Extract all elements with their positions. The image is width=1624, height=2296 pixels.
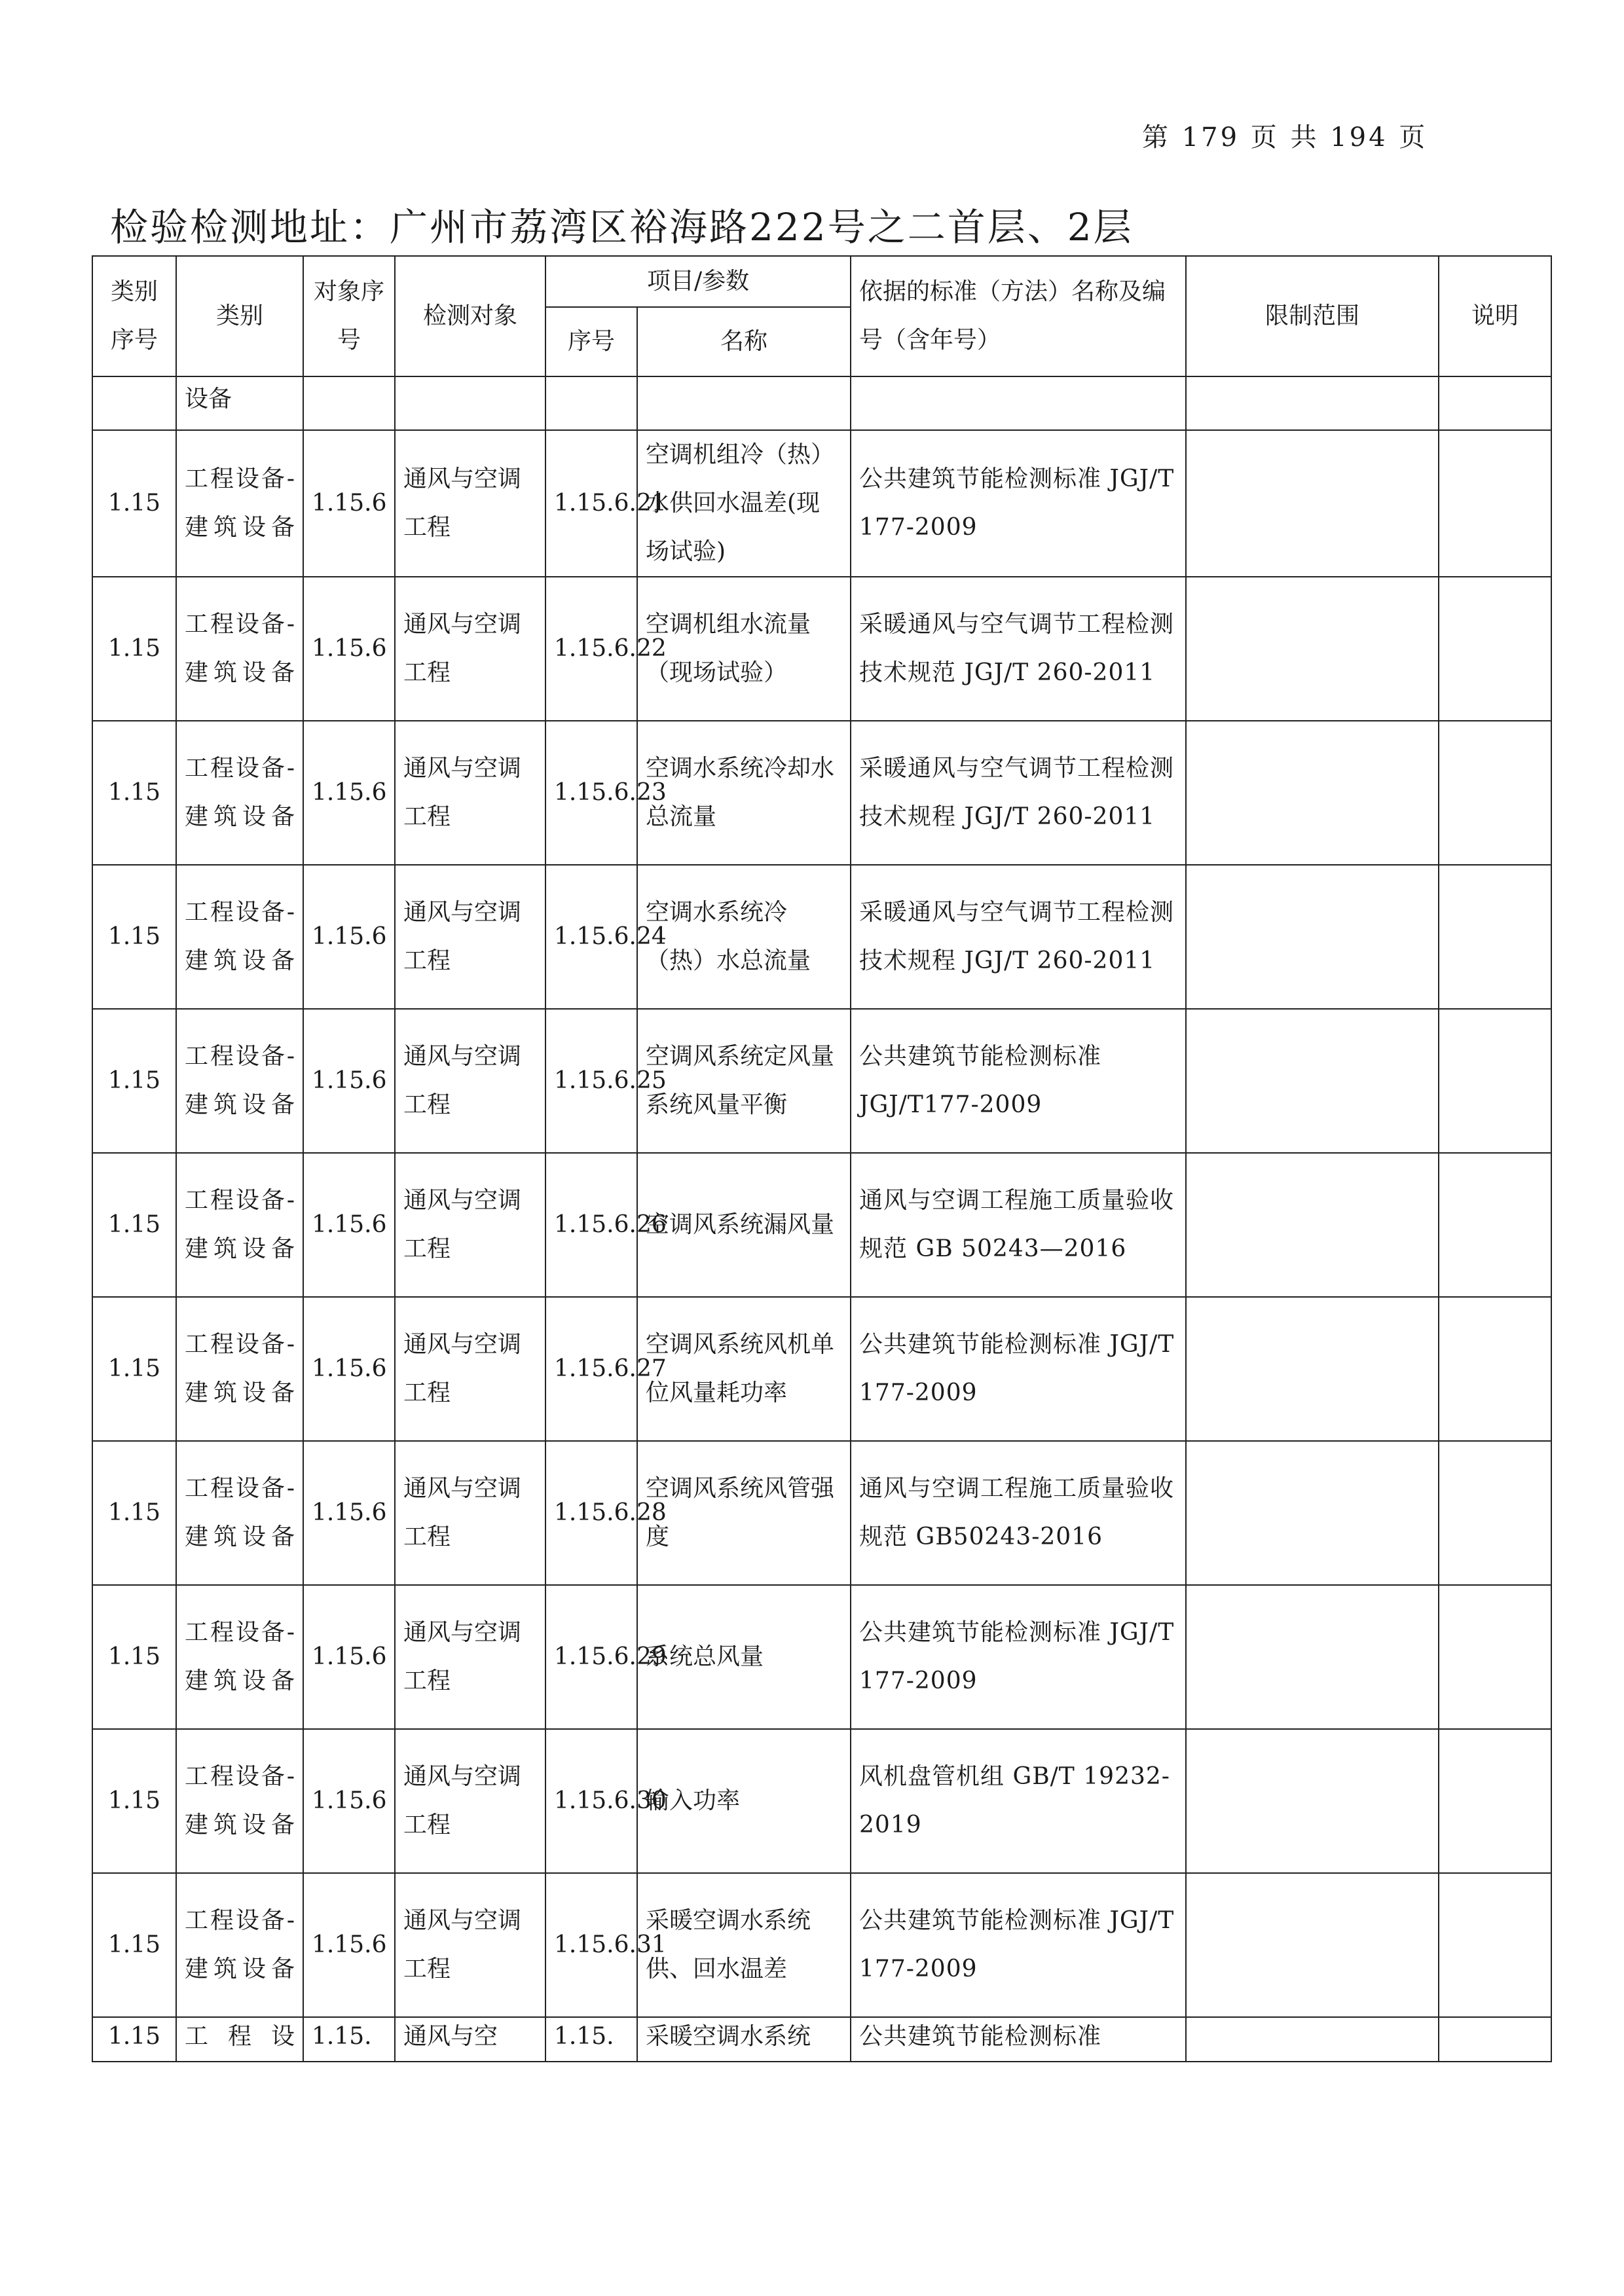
cell-standard: 公共建筑节能检测标准 JGJ/T 177-2009 (851, 1585, 1186, 1729)
cell-obj-no: 1.15.6 (303, 1873, 395, 2017)
cell-category: 工程设备-建筑设备 (176, 1441, 303, 1585)
table-row (92, 1009, 1551, 1153)
testing-address: 检验检测地址：广州市荔湾区裕海路222号之二首层、2层 (110, 205, 1134, 249)
cell-object: 通风与空调工程 (395, 1729, 545, 1873)
cell-seq: 1.15.6.24 (545, 865, 637, 1009)
table-row (92, 430, 1551, 577)
table-row (92, 1585, 1551, 1729)
cell-name: 空调水系统冷却水总流量 (637, 721, 851, 865)
cell-note (1439, 1153, 1551, 1297)
cell-category: 工程设备-建筑设备 (176, 1873, 303, 2017)
scope-table (92, 255, 1552, 2062)
cell-seq: 1.15.6.30 (545, 1729, 637, 1873)
cell-obj-no: 1.15.6 (303, 865, 395, 1009)
cell-name: 采暖空调水系统供、回水温差 (637, 1873, 851, 2017)
cell-name: 空调风系统定风量系统风量平衡 (637, 1009, 851, 1153)
cell-cat-no: 1.15 (92, 721, 176, 865)
header-obj-no: 对象序号 (303, 256, 395, 376)
cell-note (1439, 1729, 1551, 1873)
table-row (92, 1297, 1551, 1441)
cell-cat-no: 1.15 (92, 577, 176, 721)
cell-limit (1186, 721, 1439, 865)
cell-category: 设备 (176, 376, 303, 430)
table-row (92, 1441, 1551, 1585)
cell-limit (1186, 1009, 1439, 1153)
header-cat-no: 类别序号 (92, 256, 176, 376)
cell-object: 通风与空调工程 (395, 577, 545, 721)
cell-standard: 通风与空调工程施工质量验收规范 GB50243-2016 (851, 1441, 1186, 1585)
cell-cat-no: 1.15 (92, 1297, 176, 1441)
cell-note (1439, 1009, 1551, 1153)
cell-standard: 风机盘管机组 GB/T 19232-2019 (851, 1729, 1186, 1873)
cell-category: 工程设备-建筑设备 (176, 577, 303, 721)
cell-limit (1186, 430, 1439, 577)
cell-obj-no: 1.15.6 (303, 1009, 395, 1153)
cell-limit (1186, 577, 1439, 721)
cell-obj-no: 1.15. (303, 2017, 395, 2062)
cell-object: 通风与空调工程 (395, 865, 545, 1009)
table-row (92, 1729, 1551, 1873)
cell-obj-no: 1.15.6 (303, 1297, 395, 1441)
header-seq: 序号 (545, 307, 637, 376)
page-number: 第 179 页 共 194 页 (1142, 122, 1428, 153)
cell-name: 空调风系统漏风量 (637, 1153, 851, 1297)
cell-seq: 1.15.6.23 (545, 721, 637, 865)
cell-seq: 1.15.6.28 (545, 1441, 637, 1585)
cell-seq: 1.15.6.21 (545, 430, 637, 577)
cell-limit (1186, 1153, 1439, 1297)
table-row (92, 577, 1551, 721)
cell-standard: 采暖通风与空气调节工程检测技术规程 JGJ/T 260-2011 (851, 721, 1186, 865)
cell-note (1439, 2017, 1551, 2062)
cell-object: 通风与空调工程 (395, 1009, 545, 1153)
cell-name: 空调机组水流量（现场试验） (637, 577, 851, 721)
table-row (92, 1153, 1551, 1297)
cell-name: 空调风系统风机单位风量耗功率 (637, 1297, 851, 1441)
cell-seq: 1.15.6.25 (545, 1009, 637, 1153)
cell-limit (1186, 865, 1439, 1009)
cell-seq: 1.15.6.27 (545, 1297, 637, 1441)
cell-object: 通风与空调工程 (395, 1297, 545, 1441)
cell-name: 空调机组冷（热）水供回水温差(现场试验) (637, 430, 851, 577)
cell-note (1439, 1441, 1551, 1585)
cell-obj-no: 1.15.6 (303, 721, 395, 865)
cell-category: 工程设备-建筑设备 (176, 1297, 303, 1441)
cell-obj-no: 1.15.6 (303, 577, 395, 721)
cell-name: 空调水系统冷（热）水总流量 (637, 865, 851, 1009)
continuation-row (92, 376, 1551, 430)
cell-limit (1186, 2017, 1439, 2062)
cell-category: 工程设备-建筑设备 (176, 1009, 303, 1153)
cell-standard: 采暖通风与空气调节工程检测技术规范 JGJ/T 260-2011 (851, 577, 1186, 721)
cell-category: 工程设 (176, 2017, 303, 2062)
cell-object: 通风与空调工程 (395, 1873, 545, 2017)
cell-standard: 公共建筑节能检测标准 (851, 2017, 1186, 2062)
cell-name: 空调风系统风管强度 (637, 1441, 851, 1585)
cell-cat-no: 1.15 (92, 1009, 176, 1153)
header-limit: 限制范围 (1186, 256, 1439, 376)
cell-seq: 1.15. (545, 2017, 637, 2062)
cell-limit (1186, 1297, 1439, 1441)
cell-note (1439, 1585, 1551, 1729)
cell-cat-no: 1.15 (92, 430, 176, 577)
cell-object: 通风与空调工程 (395, 1153, 545, 1297)
cell-standard: 公共建筑节能检测标准 JGJ/T177-2009 (851, 1009, 1186, 1153)
cell-name: 系统总风量 (637, 1585, 851, 1729)
cell-object: 通风与空调工程 (395, 1441, 545, 1585)
cell-obj-no: 1.15.6 (303, 430, 395, 577)
cell-cat-no: 1.15 (92, 1873, 176, 2017)
cell-cat-no: 1.15 (92, 1585, 176, 1729)
table-row (92, 721, 1551, 865)
cell-seq: 1.15.6.26 (545, 1153, 637, 1297)
cell-category: 工程设备-建筑设备 (176, 1585, 303, 1729)
cell-standard: 公共建筑节能检测标准 JGJ/T 177-2009 (851, 430, 1186, 577)
cell-standard: 公共建筑节能检测标准 JGJ/T 177-2009 (851, 1873, 1186, 2017)
cell-category: 工程设备-建筑设备 (176, 430, 303, 577)
cell-name: 输入功率 (637, 1729, 851, 1873)
cell-seq: 1.15.6.31 (545, 1873, 637, 2017)
header-category: 类别 (176, 256, 303, 376)
cell-standard: 公共建筑节能检测标准 JGJ/T 177-2009 (851, 1297, 1186, 1441)
cell-category: 工程设备-建筑设备 (176, 1729, 303, 1873)
cell-limit (1186, 1729, 1439, 1873)
cell-category: 工程设备-建筑设备 (176, 1153, 303, 1297)
cell-cat-no: 1.15 (92, 1441, 176, 1585)
cell-standard: 通风与空调工程施工质量验收规范 GB 50243—2016 (851, 1153, 1186, 1297)
header-object: 检测对象 (395, 256, 545, 376)
cell-category: 工程设备-建筑设备 (176, 721, 303, 865)
header-name: 名称 (637, 307, 851, 376)
table-row-partial (92, 2017, 1551, 2062)
cell-note (1439, 577, 1551, 721)
cell-cat-no: 1.15 (92, 1729, 176, 1873)
cell-category: 工程设备-建筑设备 (176, 865, 303, 1009)
cell-limit (1186, 1873, 1439, 2017)
cell-name: 采暖空调水系统 (637, 2017, 851, 2062)
cell-cat-no: 1.15 (92, 865, 176, 1009)
table-row (92, 865, 1551, 1009)
cell-cat-no: 1.15 (92, 2017, 176, 2062)
cell-object: 通风与空调工程 (395, 721, 545, 865)
cell-note (1439, 721, 1551, 865)
cell-object: 通风与空调工程 (395, 430, 545, 577)
header-note: 说明 (1439, 256, 1551, 376)
cell-obj-no: 1.15.6 (303, 1729, 395, 1873)
header-standard: 依据的标准（方法）名称及编号（含年号） (851, 256, 1186, 376)
cell-obj-no: 1.15.6 (303, 1585, 395, 1729)
header-item-param: 项目/参数 (545, 256, 851, 307)
cell-standard: 采暖通风与空气调节工程检测技术规程 JGJ/T 260-2011 (851, 865, 1186, 1009)
cell-note (1439, 1297, 1551, 1441)
cell-object: 通风与空 (395, 2017, 545, 2062)
cell-obj-no: 1.15.6 (303, 1153, 395, 1297)
cell-object: 通风与空调工程 (395, 1585, 545, 1729)
cell-limit (1186, 1585, 1439, 1729)
cell-note (1439, 865, 1551, 1009)
table-row (92, 1873, 1551, 2017)
cell-note (1439, 1873, 1551, 2017)
cell-obj-no: 1.15.6 (303, 1441, 395, 1585)
cell-note (1439, 430, 1551, 577)
cell-limit (1186, 1441, 1439, 1585)
cell-seq: 1.15.6.22 (545, 577, 637, 721)
cell-cat-no: 1.15 (92, 1153, 176, 1297)
cell-seq: 1.15.6.29 (545, 1585, 637, 1729)
